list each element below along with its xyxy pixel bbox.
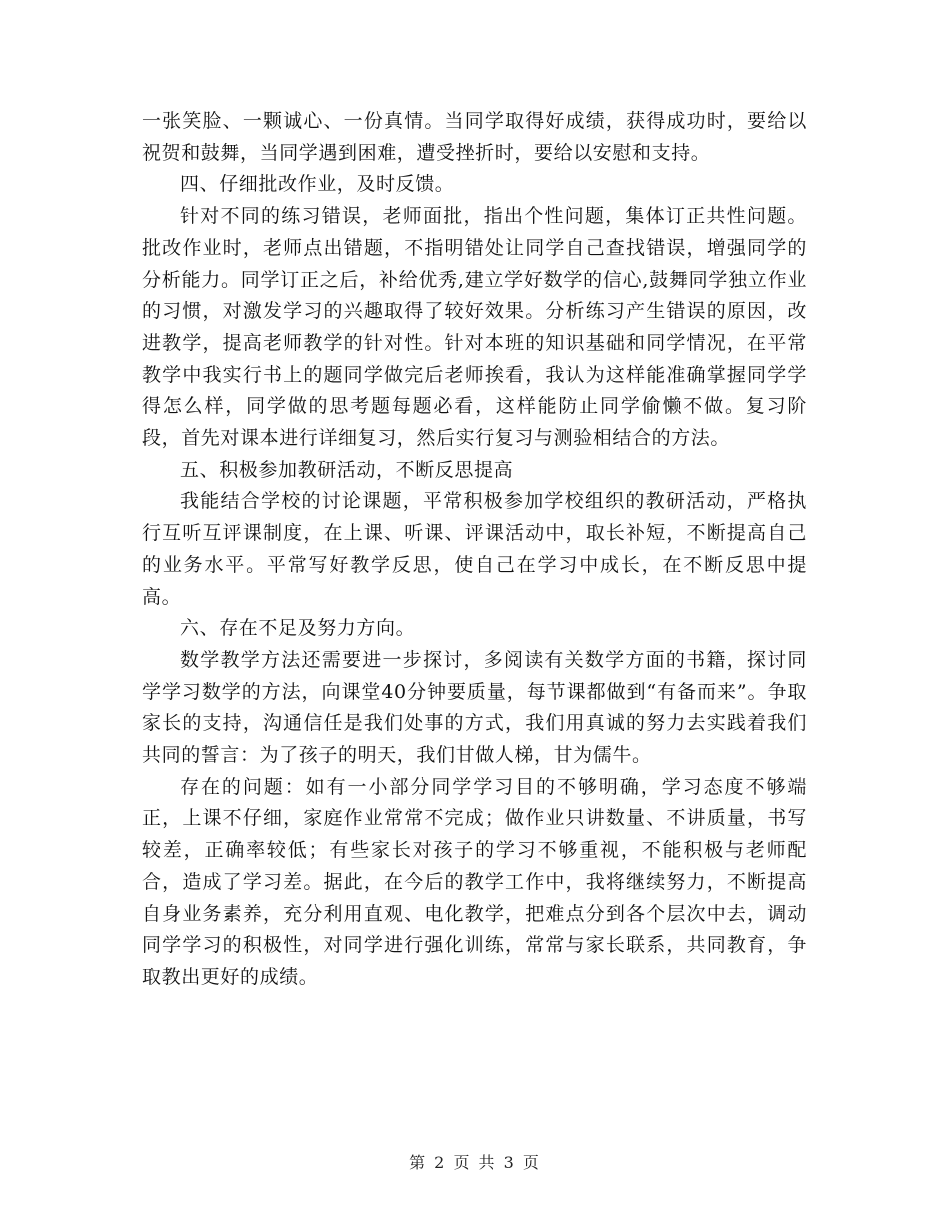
section-heading-6: 六、存在不足及努力方向。: [180, 617, 416, 640]
paragraph-encouragement: 一张笑脸、一颗诚心、一份真情。当同学取得好成绩，获得成功时，要给以祝贺和鼓舞，当同学遇到困难，遭受挫折时，要给以安慰和支持。: [142, 110, 807, 164]
section-heading-5: 五、积极参加教研活动，不断反思提高: [180, 458, 514, 481]
section-heading-4: 四、仔细批改作业，及时反馈。: [180, 173, 455, 196]
paragraph-existing-problems: 存在的问题：如有一小部分同学学习目的不够明确，学习态度不够端正，上课不仔细，家庭作业常常不完成；做作业只讲数量、不讲质量，书写较差，正确率较低；有些家长对孩子的学习不够重视，不能积极与老师配合，造成了学习差。据此，在今后的教学工作中，我将继续努力，不断提高自身业务素养，充分利用直观、电化教学，把难点分到各个层次中去，调动同学学习的积极性，对同学进行强化训练，常常与家长联系，共同教育，争取教出更好的成绩。: [142, 775, 807, 988]
paragraph-teaching-methods: 数学教学方法还需要进一步探讨，多阅读有关数学方面的书籍，探讨同学学习数学的方法，向课堂40分钟要质量，每节课都做到“有备而来”。争取家长的支持，沟通信任是我们处事的方式，我们用真诚的努力去实践着我们共同的誓言：为了孩子的明天，我们甘做人梯，甘为儒牛。: [142, 648, 807, 767]
paragraph-teaching-research: 我能结合学校的讨论课题，平常积极参加学校组织的教研活动，严格执行互听互评课制度，在上课、听课、评课活动中，取长补短，不断提高自己的业务水平。平常写好教学反思，使自己在学习中成长，在不断反思中提高。: [142, 490, 807, 608]
paragraph-homework-correction: 针对不同的练习错误，老师面批，指出个性问题，集体订正共性问题。批改作业时，老师点出错题，不指明错处让同学自己查找错误，增强同学的分析能力。同学订正之后，补给优秀,建立学好数学的信心,鼓舞同学独立作业的习惯，对激发学习的兴趣取得了较好效果。分析练习产生错误的原因，改进教学，提高老师教学的针对性。针对本班的知识基础和同学情况，在平常教学中我实行书上的题同学做完后老师挨看，我认为这样能准确掌握同学学得怎么样，同学做的思考题每题必看，这样能防止同学偷懒不做。复习阶段，首先对课本进行详细复习，然后实行复习与测验相结合的方法。: [142, 205, 807, 450]
page-footer: 第 2 页 共 3 页: [409, 1153, 541, 1172]
page-body: [142, 106, 807, 994]
